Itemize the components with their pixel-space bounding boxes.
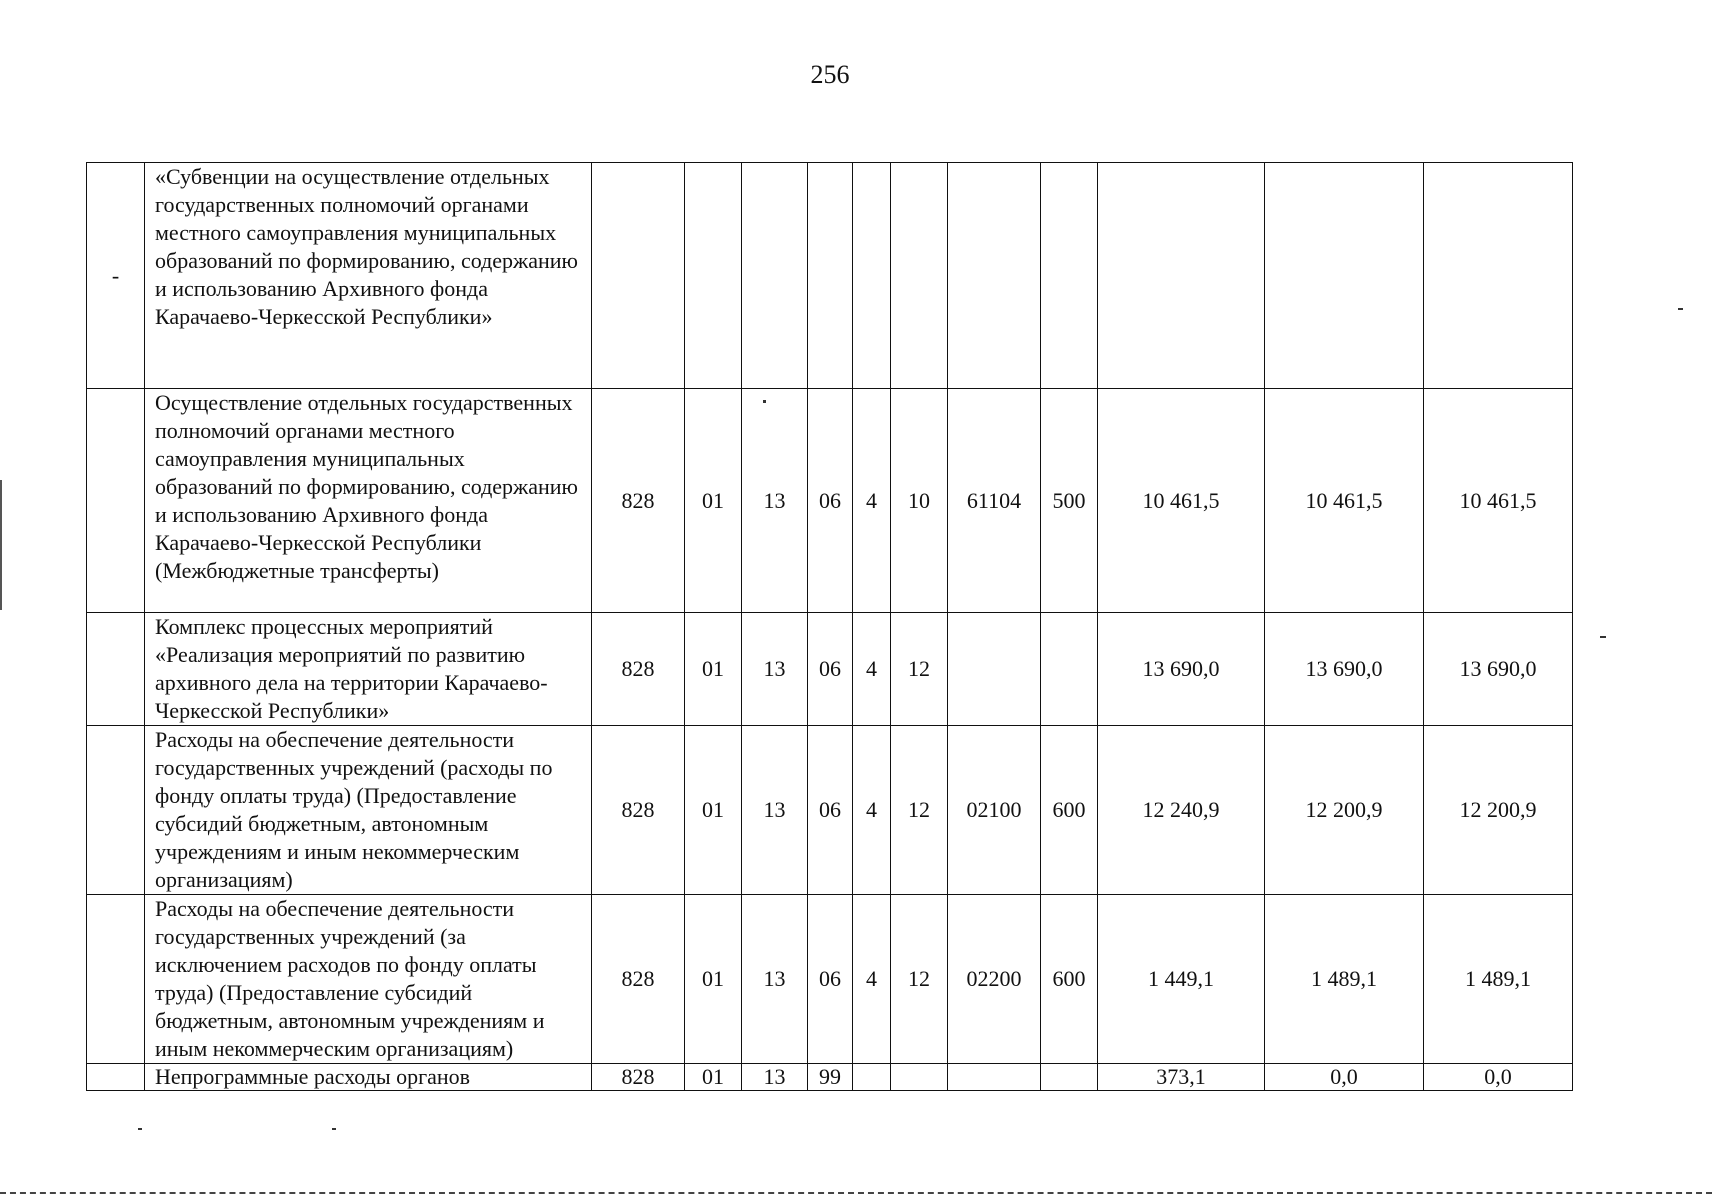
code-cell: [1041, 1064, 1098, 1091]
page-number: 256: [810, 60, 850, 89]
code-cell: [1041, 163, 1098, 389]
code-cell: 828: [592, 389, 685, 613]
description-cell: Осуществление отдельных государственных полномочий органами местного самоуправления муниципальных образований по формированию, содержанию и использованию Архивного фонда Карачаево-Черкесской Республики (Межбюджетные трансферты): [145, 389, 592, 613]
code-cell: 01: [685, 1064, 742, 1091]
description-cell: Непрограммные расходы органов: [145, 1064, 592, 1091]
table-row: [87, 726, 1573, 895]
code-cell: 828: [592, 1064, 685, 1091]
code-cell: 500: [1041, 389, 1098, 613]
code-cell: 4: [853, 389, 891, 613]
code-cell: 4: [853, 613, 891, 726]
code-cell: 12: [891, 726, 948, 895]
row-number-cell: [87, 613, 145, 726]
code-cell: [853, 1064, 891, 1091]
code-cell: [853, 163, 891, 389]
scan-speck: [332, 1128, 336, 1130]
amount-cell: 1 489,1: [1265, 895, 1424, 1064]
code-cell: 13: [742, 1064, 808, 1091]
code-cell: 01: [685, 389, 742, 613]
code-cell: 61104: [948, 389, 1041, 613]
budget-table: [86, 162, 1573, 1091]
code-cell: 13: [742, 613, 808, 726]
amount-cell: 12 200,9: [1424, 726, 1573, 895]
code-cell: [948, 163, 1041, 389]
code-cell: 600: [1041, 726, 1098, 895]
amount-cell: 10 461,5: [1098, 389, 1265, 613]
row-number-cell: [87, 895, 145, 1064]
scan-speck: [1678, 308, 1683, 310]
code-cell: 01: [685, 613, 742, 726]
description-cell: Расходы на обеспечение деятельности государственных учреждений (расходы по фонду оплаты труда) (Предоставление субсидий бюджетным, автономным учреждениям и иным некоммерческим организациям): [145, 726, 592, 895]
code-cell: 99: [808, 1064, 853, 1091]
code-cell: 01: [685, 895, 742, 1064]
amount-cell: 10 461,5: [1424, 389, 1573, 613]
code-cell: 06: [808, 389, 853, 613]
table-row: [87, 613, 1573, 726]
code-cell: [891, 1064, 948, 1091]
code-cell: [742, 163, 808, 389]
table-row: [87, 895, 1573, 1064]
row-number-cell: [87, 389, 145, 613]
code-cell: 06: [808, 726, 853, 895]
amount-cell: 13 690,0: [1424, 613, 1573, 726]
code-cell: [891, 163, 948, 389]
amount-cell: 1 489,1: [1424, 895, 1573, 1064]
amount-cell: 1 449,1: [1098, 895, 1265, 1064]
code-cell: 828: [592, 613, 685, 726]
code-cell: 4: [853, 726, 891, 895]
code-cell: 600: [1041, 895, 1098, 1064]
row-number-cell: -: [87, 163, 145, 389]
code-cell: 13: [742, 389, 808, 613]
scan-speck: [138, 1128, 142, 1130]
amount-cell: 13 690,0: [1265, 613, 1424, 726]
description-cell: Расходы на обеспечение деятельности государственных учреждений (за исключением расходов по фонду оплаты труда) (Предоставление субсидий бюджетным, автономным учреждениям и иным некоммерческим организациям): [145, 895, 592, 1064]
table-row: [87, 389, 1573, 613]
code-cell: 828: [592, 726, 685, 895]
table-row: [87, 163, 1573, 389]
amount-cell: 12 200,9: [1265, 726, 1424, 895]
code-cell: [948, 613, 1041, 726]
amount-cell: [1265, 163, 1424, 389]
code-cell: [948, 1064, 1041, 1091]
table-row: [87, 1064, 1573, 1091]
code-cell: 06: [808, 895, 853, 1064]
code-cell: 10: [891, 389, 948, 613]
row-number-cell: [87, 726, 145, 895]
amount-cell: [1098, 163, 1265, 389]
amount-cell: 13 690,0: [1098, 613, 1265, 726]
description-cell: Комплекс процессных мероприятий «Реализация мероприятий по развитию архивного дела на территории Карачаево-Черкесской Республики»: [145, 613, 592, 726]
amount-cell: 0,0: [1265, 1064, 1424, 1091]
code-cell: 02200: [948, 895, 1041, 1064]
code-cell: [592, 163, 685, 389]
code-cell: [685, 163, 742, 389]
amount-cell: 10 461,5: [1265, 389, 1424, 613]
code-cell: 12: [891, 613, 948, 726]
amount-cell: 0,0: [1424, 1064, 1573, 1091]
amount-cell: 373,1: [1098, 1064, 1265, 1091]
code-cell: 12: [891, 895, 948, 1064]
amount-cell: [1424, 163, 1573, 389]
scan-speck: [1600, 636, 1606, 638]
code-cell: 828: [592, 895, 685, 1064]
code-cell: 4: [853, 895, 891, 1064]
code-cell: 06: [808, 613, 853, 726]
code-cell: 13: [742, 726, 808, 895]
code-cell: 13: [742, 895, 808, 1064]
code-cell: 02100: [948, 726, 1041, 895]
scan-left-edge: [0, 480, 2, 610]
code-cell: 01: [685, 726, 742, 895]
amount-cell: 12 240,9: [1098, 726, 1265, 895]
code-cell: [808, 163, 853, 389]
scan-speck: [763, 400, 766, 403]
code-cell: [1041, 613, 1098, 726]
row-number-cell: [87, 1064, 145, 1091]
description-cell: «Субвенции на осуществление отдельных государственных полномочий органами местного самоуправления муниципальных образований по формированию, содержанию и использованию Архивного фонда Карачаево-Черкесской Республики»: [145, 163, 592, 389]
scan-bottom-edge: [0, 1192, 1712, 1194]
